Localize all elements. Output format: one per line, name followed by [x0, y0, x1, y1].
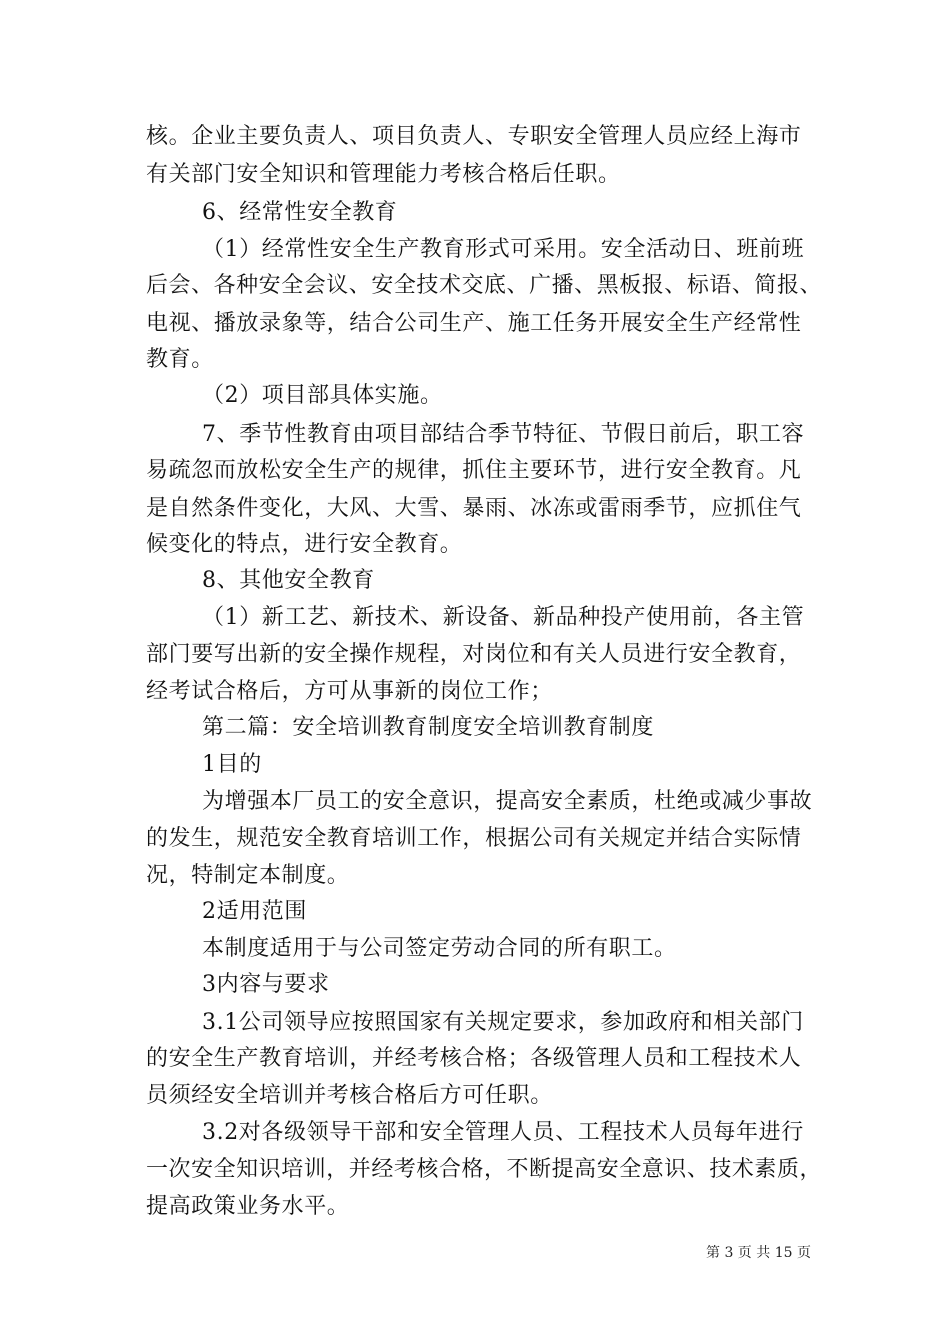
section-heading: 1目的	[202, 752, 262, 777]
section-heading: 3内容与要求	[202, 972, 330, 997]
text-line: 一次安全知识培训，并经考核合格，不断提高安全意识、技术素质，	[146, 1157, 823, 1182]
text-line: （2）项目部具体实施。	[202, 383, 443, 408]
text-line: 有关部门安全知识和管理能力考核合格后任职。	[146, 162, 621, 187]
text-line: 3.2对各级领导干部和安全管理人员、工程技术人员每年进行	[202, 1120, 804, 1145]
text-line: 经考试合格后，方可从事新的岗位工作；	[146, 679, 553, 704]
text-line: 部门要写出新的安全操作规程，对岗位和有关人员进行安全教育，	[146, 642, 802, 667]
section-heading: 8、其他安全教育	[202, 568, 375, 593]
text-line: 况，特制定本制度。	[146, 863, 350, 888]
text-line: 的发生，规范安全教育培训工作，根据公司有关规定并结合实际情	[146, 826, 802, 851]
chapter-heading: 第二篇：安全培训教育制度安全培训教育制度	[202, 715, 655, 740]
text-line: 3.1公司领导应按照国家有关规定要求，参加政府和相关部门	[202, 1010, 804, 1035]
text-line: 的安全生产教育培训，并经考核合格；各级管理人员和工程技术人	[146, 1046, 802, 1071]
text-line: （1）经常性安全生产教育形式可采用。安全活动日、班前班	[202, 237, 805, 262]
text-line: 7、季节性教育由项目部结合季节特征、节假日前后，职工容	[202, 422, 805, 447]
text-line: 易疏忽而放松安全生产的规律，抓住主要环节，进行安全教育。凡	[146, 458, 802, 483]
text-line: 本制度适用于与公司签定劳动合同的所有职工。	[202, 936, 677, 961]
text-line: 后会、各种安全会议、安全技术交底、广播、黑板报、标语、简报、	[146, 273, 823, 298]
page-indicator: 第 3 页 共 15 页	[706, 1245, 811, 1261]
text-line: （1）新工艺、新技术、新设备、新品种投产使用前，各主管	[202, 605, 805, 630]
section-heading: 6、经常性安全教育	[202, 200, 398, 225]
text-line: 员须经安全培训并考核合格后方可任职。	[146, 1083, 553, 1108]
text-line: 候变化的特点，进行安全教育。	[146, 532, 463, 557]
text-line: 为增强本厂员工的安全意识，提高安全素质，杜绝或减少事故	[202, 789, 813, 814]
text-line: 提高政策业务水平。	[146, 1194, 350, 1219]
text-line: 电视、播放录象等，结合公司生产、施工任务开展安全生产经常性	[146, 311, 802, 336]
text-line: 核。企业主要负责人、项目负责人、专职安全管理人员应经上海市	[146, 124, 802, 149]
text-line: 是自然条件变化，大风、大雪、暴雨、冰冻或雷雨季节，应抓住气	[146, 496, 802, 521]
section-heading: 2适用范围	[202, 899, 307, 924]
text-line: 教育。	[146, 347, 214, 372]
